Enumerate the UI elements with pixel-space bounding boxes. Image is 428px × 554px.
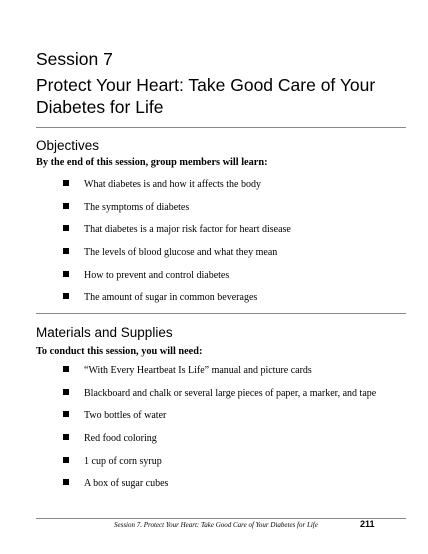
objective-text: The levels of blood glucose and what they mean [84, 247, 278, 259]
list-item [63, 455, 376, 478]
list-item [63, 269, 291, 292]
list-item [63, 409, 376, 432]
divider [36, 127, 406, 128]
running-footer: Session 7. Protect Your Heart: Take Good Care of Your Diabetes for Life [114, 521, 318, 529]
objective-text: What diabetes is and how it affects the body [84, 179, 261, 190]
bullet-icon [63, 389, 69, 395]
footer-divider [36, 518, 406, 519]
objective-text: The symptoms of diabetes [84, 201, 190, 213]
list-item [63, 178, 291, 201]
divider [36, 313, 406, 314]
objective-text: The amount of sugar in common beverages [84, 292, 258, 304]
list-item [63, 432, 376, 455]
list-item [63, 387, 376, 410]
objective-text: How to prevent and control diabetes [84, 269, 230, 281]
bullet-icon [63, 366, 69, 372]
material-text: 1 cup of corn syrup [84, 455, 162, 467]
list-item [63, 477, 376, 500]
materials-heading: Materials and Supplies [36, 325, 173, 340]
list-item [63, 364, 376, 387]
list-item [63, 246, 291, 269]
bullet-icon [63, 411, 69, 417]
bullet-icon [63, 180, 69, 186]
bullet-icon [63, 225, 69, 231]
bullet-icon [63, 434, 69, 440]
objectives-lead: By the end of this session, group members will learn: [36, 157, 268, 168]
list-item [63, 201, 291, 224]
page-number: 211 [360, 519, 375, 529]
bullet-icon [63, 271, 69, 277]
objectives-list [63, 178, 291, 314]
objectives-heading: Objectives [36, 138, 100, 153]
material-text: A box of sugar cubes [84, 478, 169, 490]
bullet-icon [63, 203, 69, 209]
materials-list [63, 364, 376, 500]
session-number: Session 7 [36, 49, 113, 69]
list-item [63, 223, 291, 246]
objective-text: That diabetes is a major risk factor for heart disease [84, 224, 291, 236]
materials-lead: To conduct this session, you will need: [36, 346, 203, 357]
material-text: Red food coloring [84, 433, 157, 445]
material-text: Blackboard and chalk or several large pieces of paper, a marker, and tape [84, 387, 377, 399]
bullet-icon [63, 293, 69, 299]
bullet-icon [63, 479, 69, 485]
material-text: Two bottles of water [84, 410, 167, 422]
list-item [63, 291, 291, 314]
material-text: “With Every Heartbeat Is Life” manual and picture cards [84, 365, 312, 376]
session-title: Protect Your Heart: Take Good Care of Your Diabetes for Life [36, 75, 376, 117]
bullet-icon [63, 457, 69, 463]
bullet-icon [63, 248, 69, 254]
